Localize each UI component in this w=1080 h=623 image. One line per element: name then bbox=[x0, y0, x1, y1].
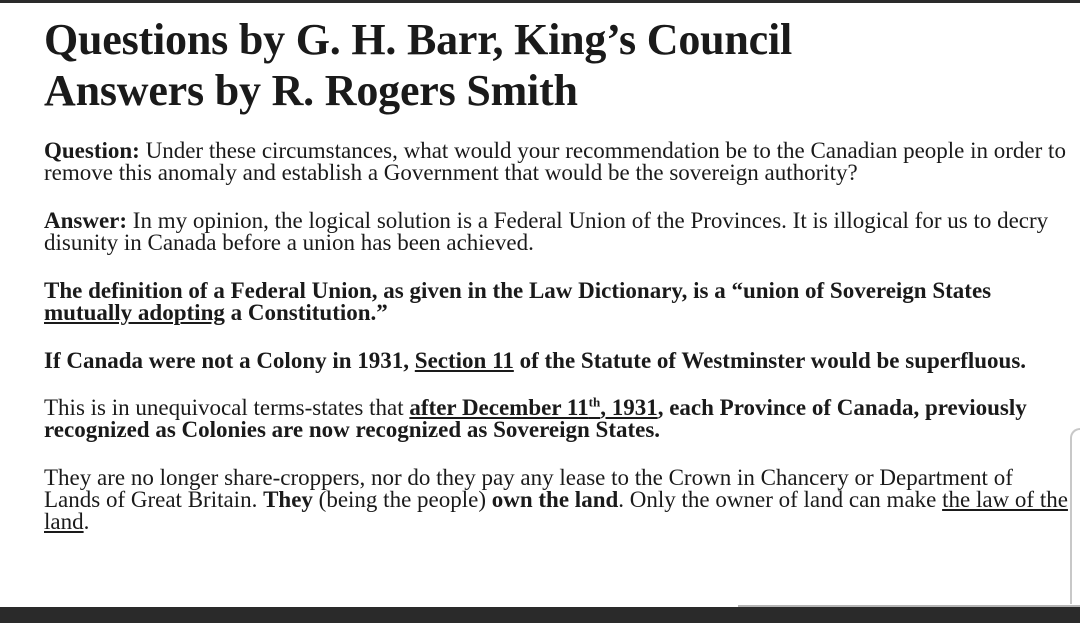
colony-text-1: If Canada were not a Colony in 1931, bbox=[44, 348, 415, 373]
province-statement: , each Province of Canada, previously recognized as Colonies are now recognized as Sovereign States. bbox=[44, 395, 1027, 442]
title-line-2: Answers by R. Rogers Smith bbox=[44, 66, 578, 115]
definition-underlined: mutually adopting bbox=[44, 300, 225, 325]
answer-label: Answer: bbox=[44, 208, 128, 233]
law-of-the-land-underlined: the law of the land bbox=[44, 487, 1068, 534]
unequivocal-text: This is in unequivocal terms-states that bbox=[44, 395, 410, 420]
definition-paragraph bbox=[44, 280, 1070, 324]
they-bold: They bbox=[263, 487, 313, 512]
definition-text-2: a Constitution.” bbox=[224, 300, 388, 325]
sharecroppers-text-3: . Only the owner of land can make bbox=[618, 487, 943, 512]
answer-text: In my opinion, the logical solution is a Federal Union of the Provinces. It is illogical for us to decry disunity in Canada before a union has been achieved. bbox=[44, 208, 1049, 255]
question-label: Question: bbox=[44, 138, 140, 163]
sharecroppers-paragraph bbox=[44, 467, 1070, 533]
question-paragraph bbox=[44, 140, 1070, 184]
question-text: Under these circumstances, what would your recommendation be to the Canadian people in order to remove this anomaly and establish a Government that would be the sovereign authority? bbox=[44, 138, 1066, 185]
page-edge-decoration bbox=[1070, 428, 1080, 604]
colony-text-2: of the Statute of Westminster would be superfluous. bbox=[513, 348, 1027, 373]
unequivocal-paragraph bbox=[44, 394, 1070, 442]
date-text: after December 11 bbox=[409, 395, 589, 420]
document-title bbox=[44, 14, 1070, 116]
title-line-1: Questions by G. H. Barr, King’s Council bbox=[44, 15, 793, 64]
top-border bbox=[0, 0, 1080, 3]
answer-paragraph bbox=[44, 210, 1070, 254]
date-year: , 1931 bbox=[600, 395, 658, 420]
section-11-underlined: Section 11 bbox=[414, 348, 514, 373]
sharecroppers-text-2: (being the people) bbox=[312, 487, 492, 512]
own-the-land-bold: own the land bbox=[491, 487, 619, 512]
colony-paragraph bbox=[44, 350, 1070, 372]
bottom-border bbox=[0, 607, 1080, 623]
sharecroppers-text-4: . bbox=[83, 509, 90, 534]
definition-text-1: The definition of a Federal Union, as given in the Law Dictionary, is a “union of Sovereign States bbox=[44, 278, 992, 303]
date-superscript: th bbox=[588, 394, 601, 410]
sharecroppers-text-1: They are no longer share-croppers, nor do they pay any lease to the Crown in Chancery or Department of Lands of Great Britain. bbox=[44, 465, 1013, 512]
document-page bbox=[44, 14, 1070, 533]
